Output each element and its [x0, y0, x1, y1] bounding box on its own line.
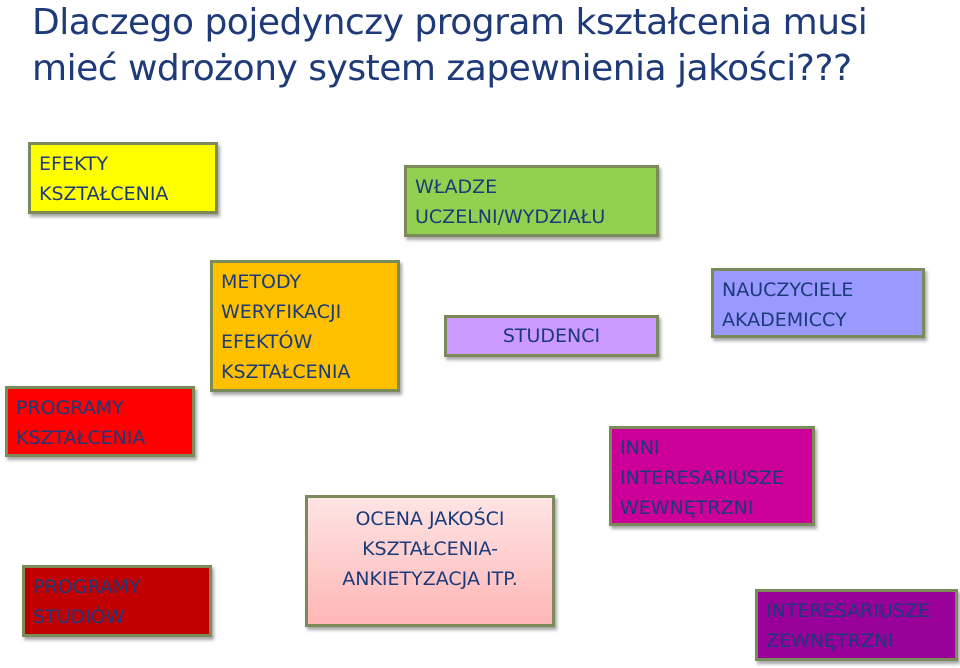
box-efekty-ksztalcenia — [28, 142, 218, 214]
box-wladze-uczelni-label: WŁADZE UCZELNI/WYDZIAŁU — [415, 176, 606, 228]
box-interesariusze-zewnetrzni-label: INTERESARIUSZE ZEWNĘTRZNI — [766, 600, 930, 652]
box-ocena-jakosci — [305, 495, 555, 627]
box-metody-weryfikacji-label: METODY WERYFIKACJI EFEKTÓW KSZTAŁCENIA — [221, 271, 351, 383]
page-title-text: Dlaczego pojedynczy program kształcenia musi mieć wdrożony system zapewnienia jakości??? — [32, 2, 868, 89]
box-nauczyciele-akademiccy-label: NAUCZYCIELE AKADEMICCY — [722, 279, 854, 331]
box-studenci — [444, 315, 659, 357]
box-interesariusze-zewnetrzni — [755, 589, 958, 661]
page-title — [32, 0, 932, 92]
box-wladze-uczelni — [404, 165, 659, 237]
box-ocena-jakosci-label: OCENA JAKOŚCI KSZTAŁCENIA- ANKIETYZACJA ITP. — [342, 508, 518, 590]
box-nauczyciele-akademiccy — [711, 268, 925, 338]
box-inni-interesariusze — [609, 426, 815, 526]
box-programy-studiow — [22, 565, 212, 637]
box-efekty-ksztalcenia-label: EFEKTY KSZTAŁCENIA — [39, 153, 169, 205]
box-metody-weryfikacji — [210, 260, 400, 392]
box-programy-ksztalcenia-label: PROGRAMY KSZTAŁCENIA — [16, 397, 146, 449]
box-studenci-label: STUDENCI — [502, 325, 601, 347]
box-programy-ksztalcenia — [5, 386, 195, 457]
box-programy-studiow-label: PROGRAMY STUDIÓW — [33, 576, 141, 628]
box-inni-interesariusze-label: INNI INTERESARIUSZE WEWNĘTRZNI — [620, 437, 784, 519]
